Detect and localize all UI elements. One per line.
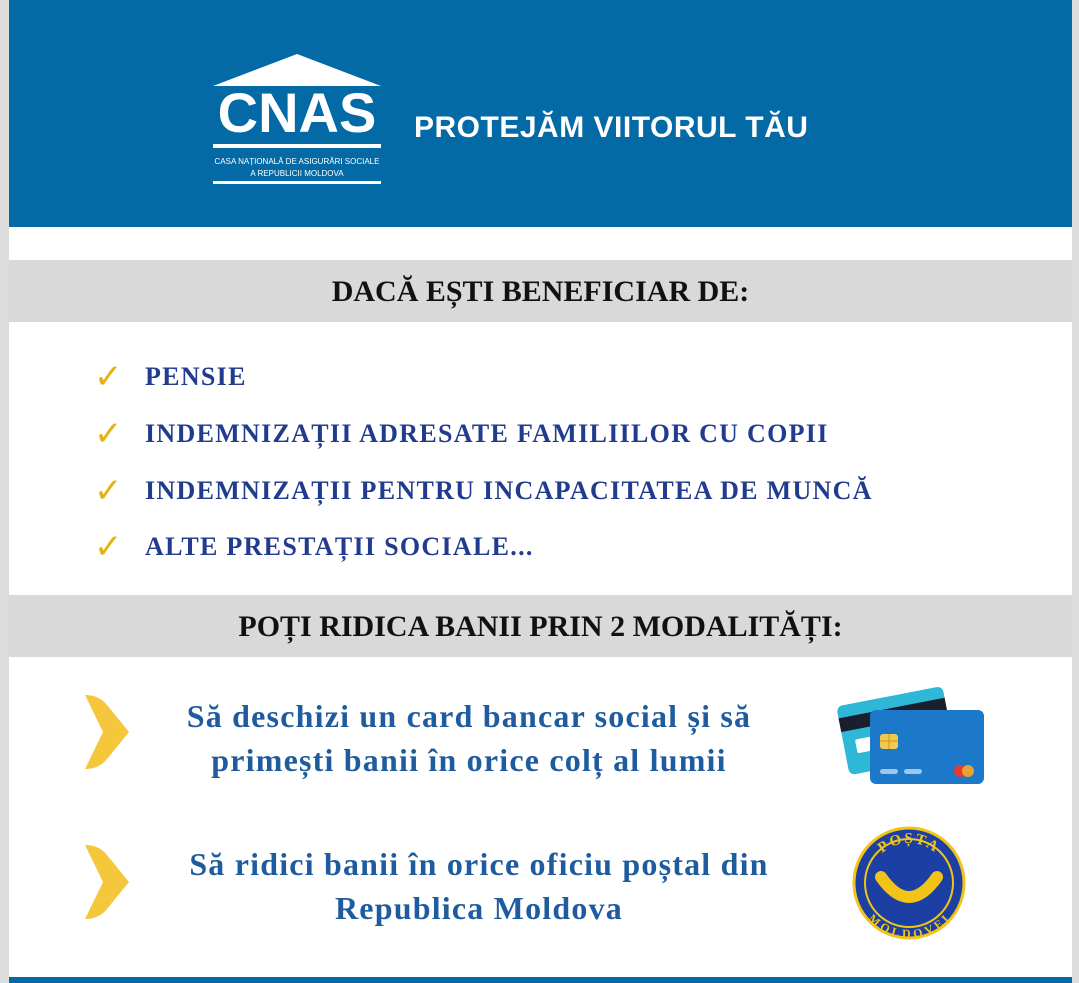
cnas-logo-word: CNAS (217, 81, 377, 144)
check-icon: ✓ (94, 471, 123, 511)
header-tagline: PROTEJĂM VIITORUL TĂU (414, 111, 809, 144)
check-icon: ✓ (94, 414, 123, 454)
chevron-right-icon (81, 843, 133, 921)
list-item-label: ALTE PRESTAȚII SOCIALE... (145, 532, 534, 561)
option-post-line-1: Să ridici banii în orice oficiu poștal din (189, 846, 769, 882)
posta-logo-top-text: POȘTA (875, 830, 943, 857)
footer-bar (9, 977, 1072, 983)
option-post-line-2: Republica Moldova (335, 890, 623, 926)
chevron-right-icon (81, 693, 133, 771)
option-post-text (129, 842, 829, 930)
check-icon: ✓ (94, 527, 123, 567)
bank-card-icon (834, 676, 986, 786)
check-icon: ✓ (94, 357, 123, 397)
cnas-logo-subtitle-1: CASA NAȚIONALĂ DE ASIGURĂRI SOCIALE (214, 157, 380, 166)
poster (9, 0, 1072, 983)
list-item-label: PENSIE (145, 362, 247, 391)
cnas-logo-subtitle-2: A REPUBLICII MOLDOVA (250, 169, 344, 178)
list-item-label: INDEMNIZAȚII PENTRU INCAPACITATEA DE MUNCĂ (145, 476, 873, 505)
option-card-line-1: Să deschizi un card bancar social și să (186, 698, 752, 734)
cnas-logo (209, 52, 385, 192)
posta-logo-bottom-text: MOLDOVEI (865, 911, 953, 941)
posta-moldovei-logo (851, 825, 967, 941)
header-banner (9, 0, 1072, 227)
list-item-label: INDEMNIZAȚII ADRESATE FAMILIILOR CU COPII (145, 419, 829, 448)
beneficiary-heading: DACĂ EȘTI BENEFICIAR DE: (9, 260, 1072, 322)
option-card-line-2: primești banii în orice colț al lumii (211, 742, 727, 778)
methods-heading: POȚI RIDICA BANII PRIN 2 MODALITĂȚI: (9, 595, 1072, 657)
option-card-text (129, 694, 809, 782)
